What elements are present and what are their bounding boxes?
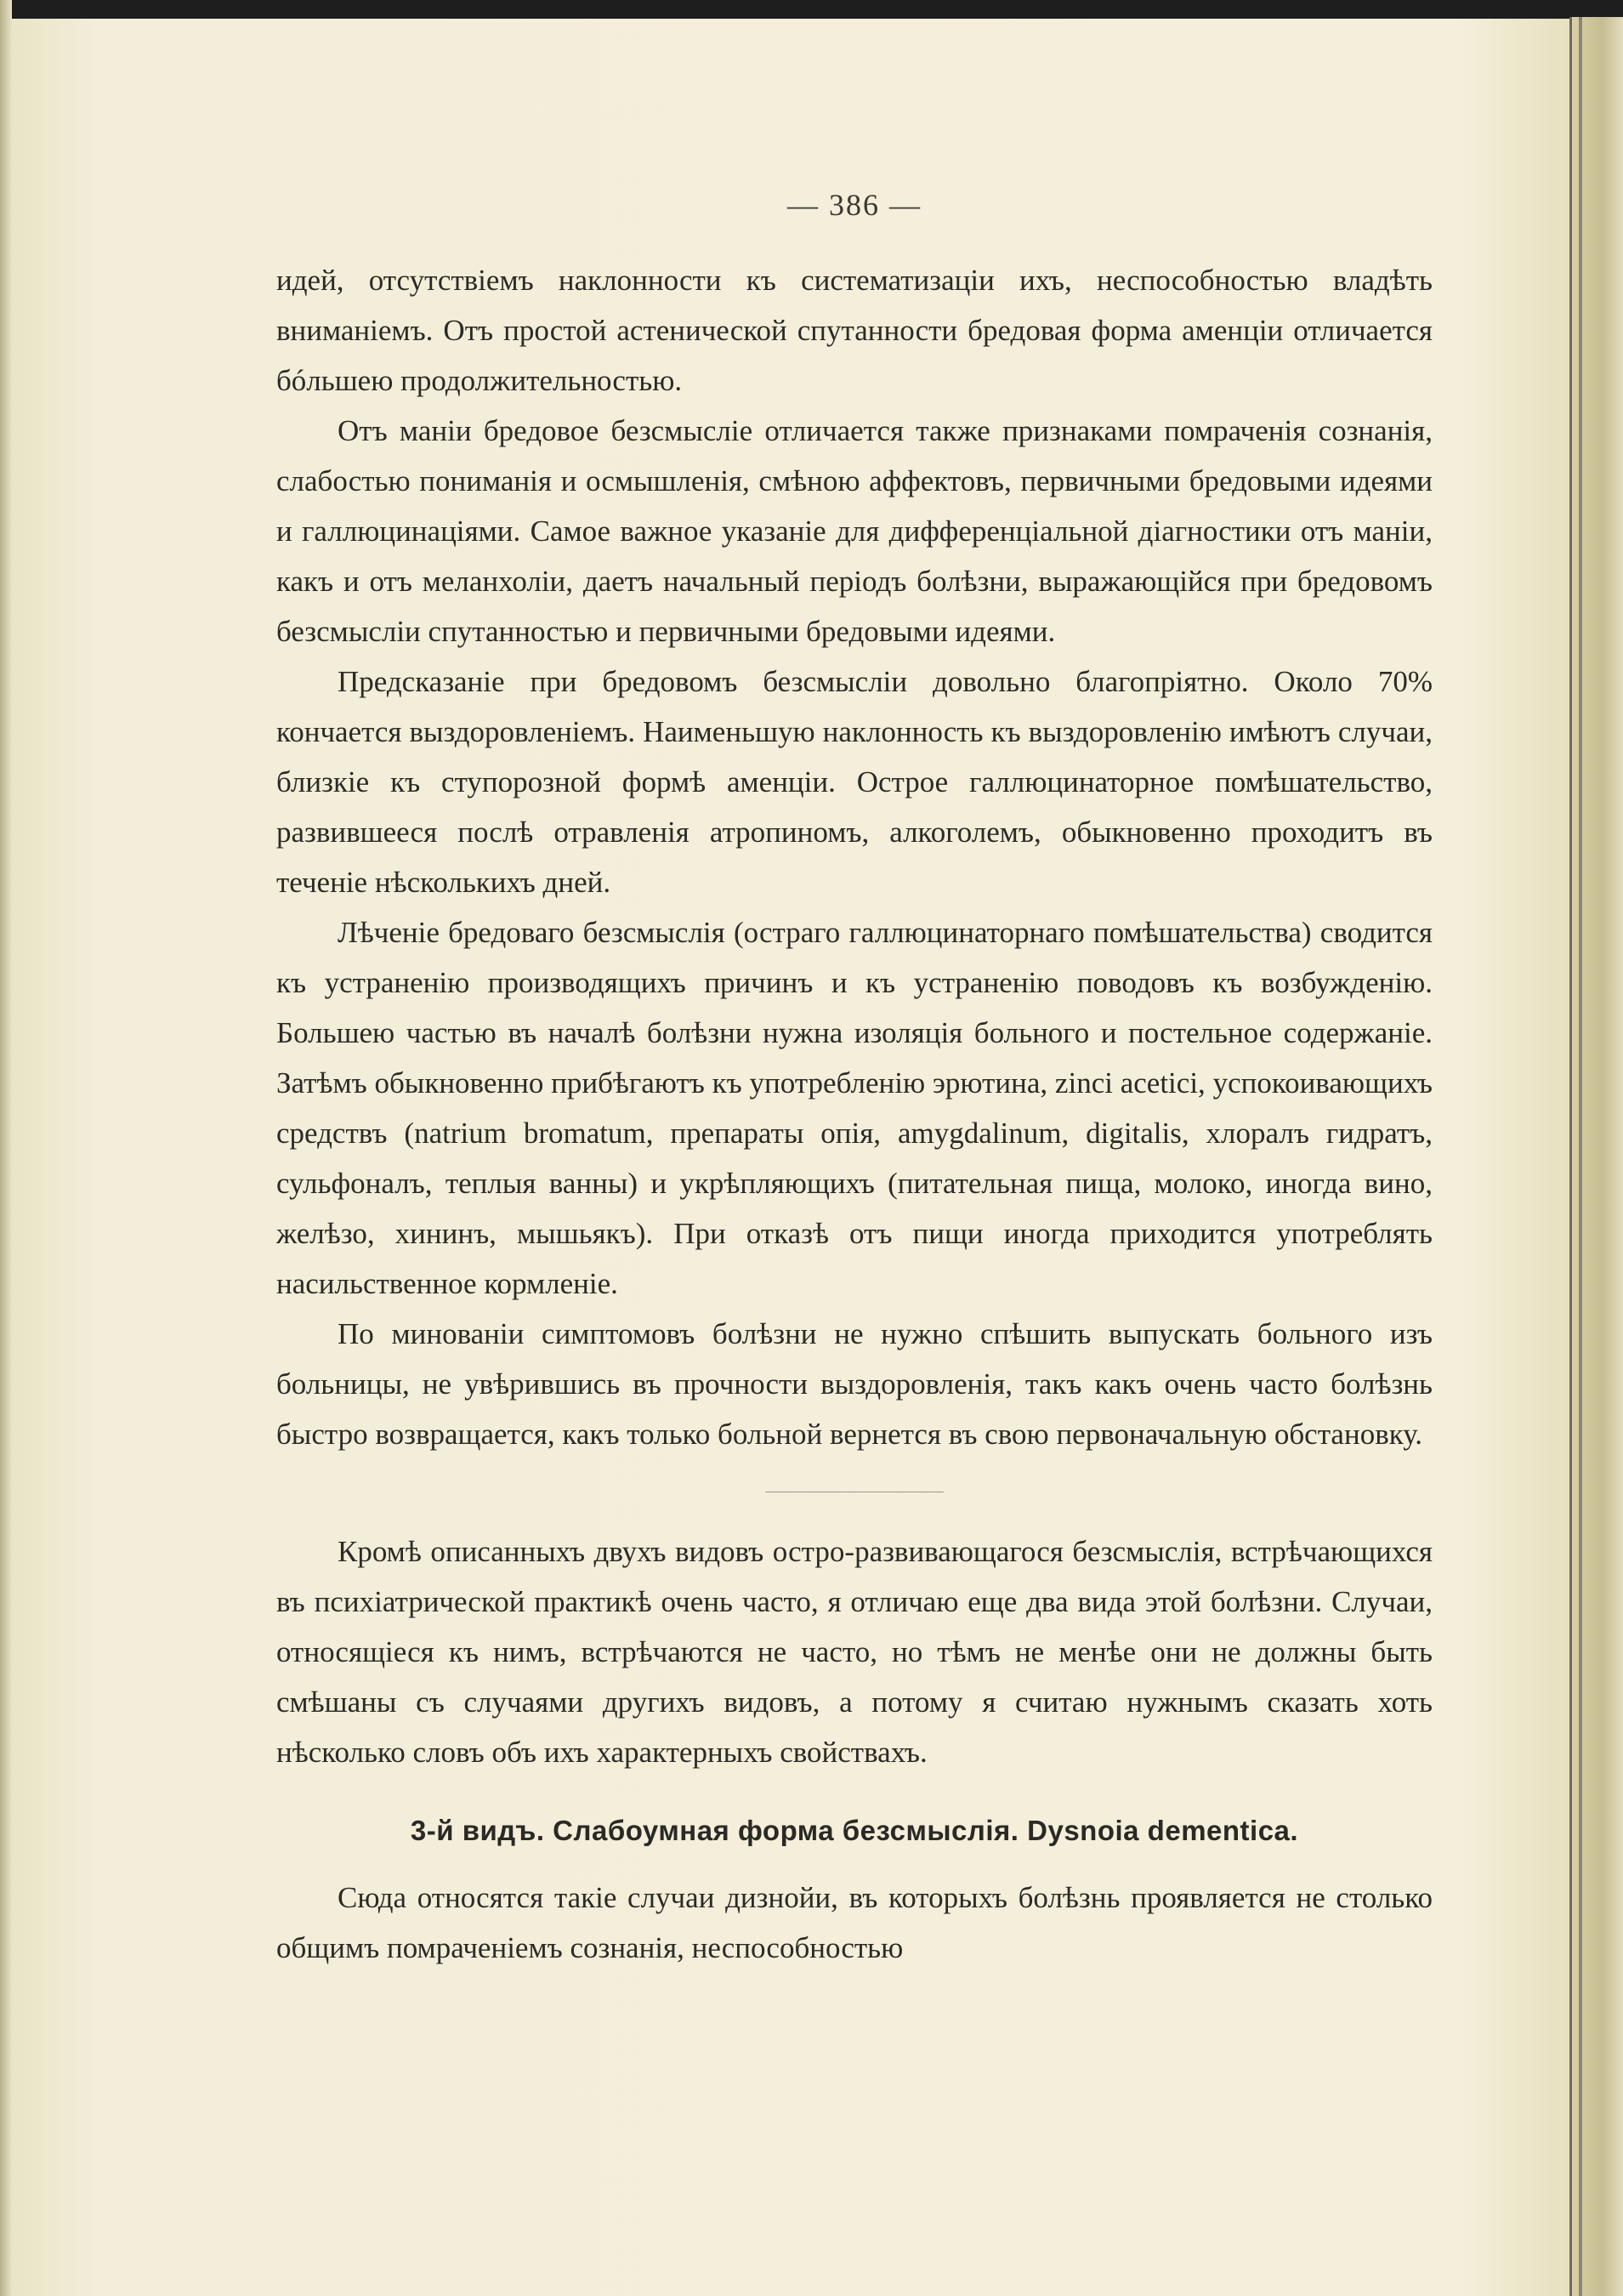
scan-top-border	[0, 0, 1623, 19]
paragraph: Предсказаніе при бредовомъ безсмысліи довольно благопріятно. Около 70% кончается выздоровленіемъ. Наименьшую наклонность къ выздоровленію имѣютъ случаи, близкіе къ ступорозной формѣ аменціи. Острое галлюцинаторное помѣшательство, развившееся послѣ отравленія атропиномъ, алкоголемъ, обыкновенно проходитъ въ теченіе нѣсколькихъ дней.	[276, 665, 1433, 899]
page-content	[276, 187, 1433, 2270]
paragraph: Сюда относятся такіе случаи дизнойи, въ которыхъ болѣзнь проявляется не столько общимъ помраченіемъ сознанія, неспособностью	[276, 1881, 1433, 1964]
adjacent-page-edge	[1569, 17, 1623, 2296]
paragraph: Отъ маніи бредовое безсмысліе отличается также признаками помраченія сознанія, слабостью пониманія и осмышленія, смѣною аффектовъ, первичными бредовыми идеями и галлюцинаціями. Самое важное указаніе для дифференціальной діагностики отъ маніи, какъ и отъ меланхоліи, даетъ начальный періодъ болѣзни, выражающійся при бредовомъ безсмысліи спутанностью и первичными бредовыми идеями.	[276, 414, 1433, 648]
paragraph: Лѣченіе бредоваго безсмыслія (остраго галлюцинаторнаго помѣшательства) сводится къ устраненію производящихъ причинъ и къ устраненію поводовъ къ возбужденію. Большею частью въ началѣ болѣзни нужна изоляція больного и постельное содержаніе. Затѣмъ обыкновенно прибѣгаютъ къ употребленію эрютина, zinci acetici, успокоивающихъ средствъ (natrium bromatum, препараты опія, amygdalinum, digitalis, хлоралъ гидратъ, сульфоналъ, теплыя ванны) и укрѣпляющихъ (питательная пища, молоко, иногда вино, желѣзо, хининъ, мышьякъ). При отказѣ отъ пищи иногда приходится употреблять насильственное кормленіе.	[276, 916, 1433, 1300]
paragraph: идей, отсутствіемъ наклонности къ систематизаціи ихъ, неспособностью владѣть вниманіемъ. Отъ простой астенической спутанности бредовая форма аменціи отличается бóльшею продолжительностью.	[276, 264, 1433, 397]
paragraph: По минованіи симптомовъ болѣзни не нужно спѣшить выпускать больного изъ больницы, не увѣрившись въ прочности выздоровленія, такъ какъ очень часто болѣзнь быстро возвращается, какъ только больной вернется въ свою первоначальную обстановку.	[276, 1317, 1433, 1451]
page-left-edge	[0, 0, 12, 2296]
page-number: — 386 —	[787, 188, 922, 222]
section-heading: 3-й видъ. Слабоумная форма безсмыслія. Dysnoia dementica.	[410, 1815, 1299, 1846]
paragraph: Кромѣ описанныхъ двухъ видовъ остро-развивающагося безсмыслія, встрѣчающихся въ психіатрической практикѣ очень часто, я отличаю еще два вида этой болѣзни. Случаи, относящіеся къ нимъ, встрѣчаются не часто, но тѣмъ не менѣе они не должны быть смѣшаны съ случаями другихъ видовъ, а потому я считаю нужнымъ сказать хоть нѣсколько словъ объ ихъ характерныхъ свойствахъ.	[276, 1535, 1433, 1769]
